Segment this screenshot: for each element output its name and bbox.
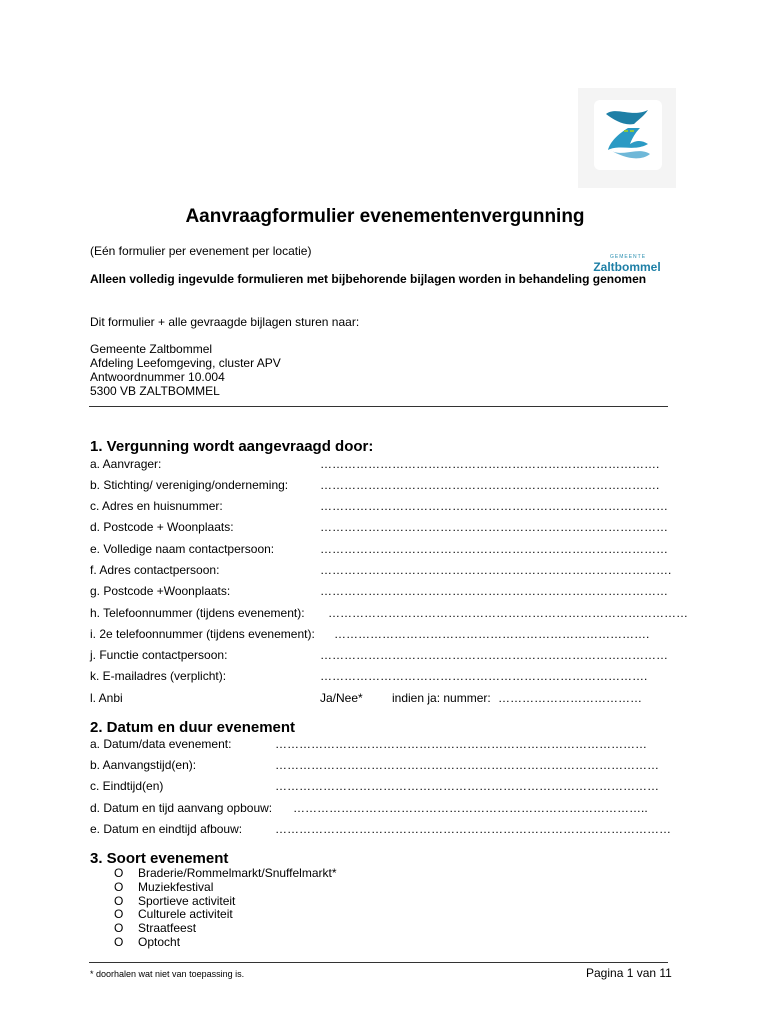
logo-subtitle: GEMEENTE (609, 254, 647, 260)
field-row[interactable] (90, 758, 670, 774)
field-label: f. Adres contactpersoon: (90, 563, 220, 577)
logo-name: Zaltbommel (593, 260, 661, 274)
completeness-notice: Alleen volledig ingevulde formulieren met bijbehorende bijlagen worden in behandeling genomen (90, 272, 647, 286)
field-row[interactable] (90, 669, 670, 685)
field-label: b. Aanvangstijd(en): (90, 758, 197, 772)
field-row[interactable] (90, 822, 670, 838)
field-dots[interactable]: …………………………………………………………………………… (320, 542, 668, 556)
field-label: c. Adres en huisnummer: (90, 499, 223, 513)
field-label: e. Datum en eindtijd afbouw: (90, 822, 243, 836)
field-row[interactable] (90, 606, 688, 622)
event-type-option[interactable] (114, 881, 213, 895)
field-label: d. Postcode + Woonplaats: (90, 520, 234, 534)
municipality-logo (578, 88, 676, 274)
field-row[interactable] (90, 563, 670, 579)
option-label: Muziekfestival (138, 880, 214, 894)
field-label: i. 2e telefoonnummer (tijdens evenement): (90, 627, 315, 641)
radio-circle-icon[interactable]: O (114, 907, 124, 921)
field-dots[interactable]: …………………………………………………………………………………… (275, 758, 659, 772)
field-label: l. Anbi (90, 691, 123, 705)
field-row[interactable] (90, 648, 670, 664)
field-row[interactable] (90, 801, 670, 817)
radio-circle-icon[interactable]: O (114, 935, 124, 949)
field-dots[interactable]: ……………………………… (498, 691, 642, 705)
zaltbommel-logo-icon (594, 100, 662, 170)
field-row[interactable] (90, 542, 670, 558)
option-label: Culturele activiteit (138, 907, 233, 921)
footer-divider (89, 962, 668, 963)
page-title: Aanvraagformulier evenementenvergunning (185, 206, 585, 227)
field-label: a. Datum/data evenement: (90, 737, 232, 751)
radio-circle-icon[interactable]: O (114, 866, 124, 880)
field-dots[interactable]: ……………………………………………………………………………… (328, 606, 688, 620)
field-row[interactable] (90, 627, 670, 643)
radio-circle-icon[interactable]: O (114, 880, 124, 894)
field-dots[interactable]: ………………………………………………………………………………… (275, 737, 647, 751)
field-label: a. Aanvrager: (90, 457, 162, 471)
field-dots[interactable]: …………………………………………………………………………………… (275, 779, 659, 793)
page-number: Pagina 1 van 11 (586, 966, 672, 980)
field-dots[interactable]: ……………………………………………………………………. (334, 627, 650, 641)
divider (89, 406, 668, 407)
field-row[interactable] (90, 499, 670, 515)
address-line: Afdeling Leefomgeving, cluster APV (90, 356, 281, 370)
event-type-option[interactable] (114, 922, 196, 936)
address-line: 5300 VB ZALTBOMMEL (90, 384, 220, 398)
field-dots[interactable]: …………………………………………………………………………. (320, 478, 660, 492)
field-dots[interactable]: …………………………………………………………………………. (320, 457, 660, 471)
field-row[interactable] (90, 737, 670, 753)
option-label: Sportieve activiteit (138, 894, 236, 908)
field-dots[interactable]: …………………………………………………………………………… (320, 520, 668, 534)
field-label: k. E-mailadres (verplicht): (90, 669, 227, 683)
send-to-text: Dit formulier + alle gevraagde bijlagen sturen naar: (90, 315, 360, 329)
field-dots[interactable]: ………………………………………………………………………. (320, 669, 648, 683)
field-row[interactable] (90, 478, 670, 494)
section-heading: 2. Datum en duur evenement (90, 719, 296, 736)
field-row[interactable] (90, 779, 670, 795)
event-type-option[interactable] (114, 936, 180, 950)
option-label: Optocht (138, 935, 181, 949)
field-label: b. Stichting/ vereniging/onderneming: (90, 478, 289, 492)
field-label: g. Postcode +Woonplaats: (90, 584, 231, 598)
field-label: h. Telefoonnummer (tijdens evenement): (90, 606, 305, 620)
field-row[interactable] (90, 584, 670, 600)
address-line: Gemeente Zaltbommel (90, 342, 213, 356)
footnote: * doorhalen wat niet van toepassing is. (90, 969, 245, 979)
field-dots[interactable]: ……………………………………………………………………………………… (275, 822, 671, 836)
field-dots[interactable]: …………………………………………………………………………….. (293, 801, 648, 815)
address-line: Antwoordnummer 10.004 (90, 370, 225, 384)
radio-circle-icon[interactable]: O (114, 894, 124, 908)
radio-circle-icon[interactable]: O (114, 921, 124, 935)
field-label: d. Datum en tijd aanvang opbouw: (90, 801, 273, 815)
field-row[interactable] (90, 457, 670, 473)
field-dots[interactable]: ……………………………………………………………………………. (320, 563, 672, 577)
anbi-row[interactable] (90, 691, 670, 707)
option-label: Straatfeest (138, 921, 197, 935)
field-dots[interactable]: …………………………………………………………………………… (320, 584, 668, 598)
event-type-option[interactable] (114, 867, 337, 881)
field-label: e. Volledige naam contactpersoon: (90, 542, 275, 556)
event-type-option[interactable] (114, 908, 233, 922)
field-dots[interactable]: …………………………………………………………………………… (320, 499, 668, 513)
form-subtitle: (Eén formulier per evenement per locatie) (90, 244, 312, 258)
field-row[interactable] (90, 520, 670, 536)
option-label: Braderie/Rommelmarkt/Snuffelmarkt* (138, 866, 337, 880)
anbi-number-label: indien ja: nummer: (392, 691, 491, 705)
field-label: c. Eindtijd(en) (90, 779, 164, 793)
section-heading: 3. Soort evenement (90, 850, 229, 867)
field-dots[interactable]: …………………………………………………………………………… (320, 648, 668, 662)
field-label: j. Functie contactpersoon: (90, 648, 228, 662)
anbi-option[interactable]: Ja/Nee* (320, 691, 363, 705)
section-heading: 1. Vergunning wordt aangevraagd door: (90, 438, 374, 455)
logo-emblem (594, 100, 662, 170)
